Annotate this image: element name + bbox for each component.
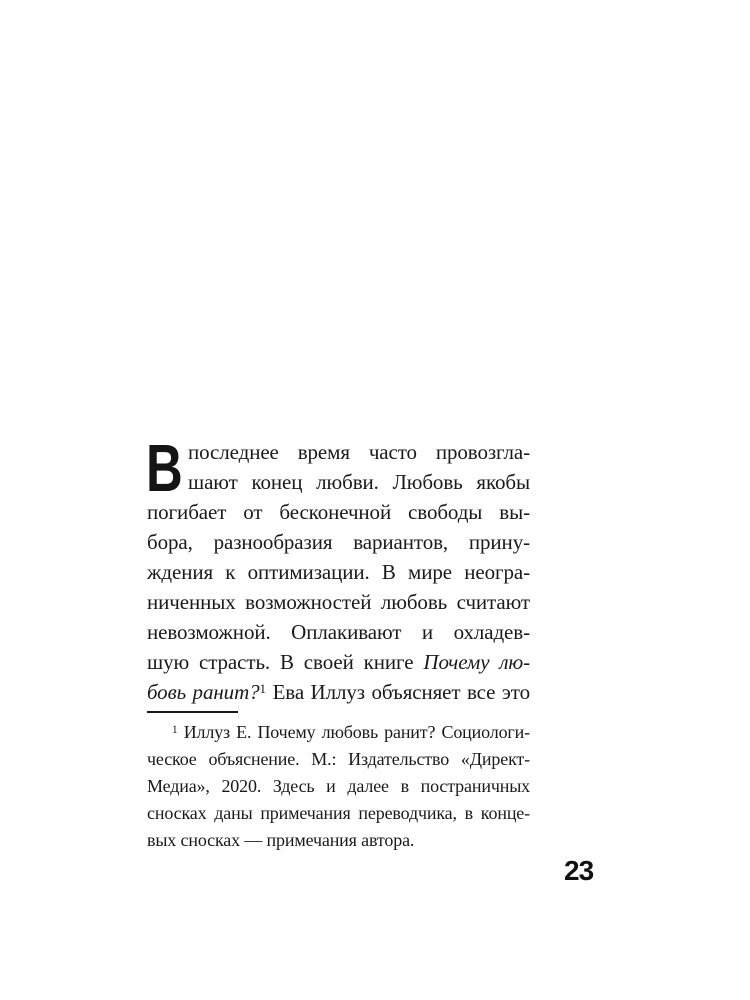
text-segment: шую страсть. В своей книге (147, 650, 424, 674)
text-segment: Медиа», 2020. Здесь и далее в постраничных (147, 776, 530, 796)
footnote-line (147, 827, 530, 854)
paragraph-line (147, 587, 530, 617)
text-segment: Иллуз Е. Почему любовь ранит? Социологи- (177, 722, 530, 742)
text-segment: сносках даны примечания переводчика, в конце- (147, 803, 530, 823)
text-segment: ждения к оптимизации. В мире неогра- (147, 560, 530, 584)
text-segment: шают конец любви. Любовь якобы (188, 470, 530, 494)
paragraph-line (147, 527, 530, 557)
paragraph-line (147, 557, 530, 587)
text-segment: погибает от бесконечной свободы вы- (147, 500, 530, 524)
footnote-separator-rule (147, 711, 238, 713)
text-segment: бовь ранит? (147, 680, 260, 704)
footnote-line (147, 800, 530, 827)
paragraph-line (147, 437, 530, 467)
page-number: 23 (564, 855, 594, 886)
paragraph-line (147, 617, 530, 647)
paragraph-line (147, 647, 530, 677)
paragraph-line (147, 677, 530, 707)
text-segment: невозможной. Оплакивают и охладев- (147, 620, 530, 644)
text-segment: последнее время часто провозгла- (188, 440, 530, 464)
drop-cap-letter: В (146, 431, 183, 506)
text-segment: Почему лю- (423, 650, 530, 674)
paragraph-line (147, 497, 530, 527)
text-segment: ниченных возможностей любовь считают (147, 590, 530, 614)
text-segment: вых сносках — примечания автора. (147, 830, 415, 850)
footnote-marker: 1 (259, 681, 267, 697)
text-segment: Ева Иллуз объясняет все это (266, 680, 530, 704)
paragraph-line (147, 467, 530, 497)
text-segment: бора, разнообразия вариантов, прину- (147, 530, 530, 554)
text-segment: ческое объяснение. М.: Издательство «Директ- (147, 749, 530, 769)
footnote-line (147, 773, 530, 800)
footnote-marker: 1 (172, 723, 178, 736)
footnote-line (147, 719, 530, 746)
main-paragraph (146, 431, 530, 707)
footnote (147, 719, 530, 854)
footnote-line (147, 746, 530, 773)
